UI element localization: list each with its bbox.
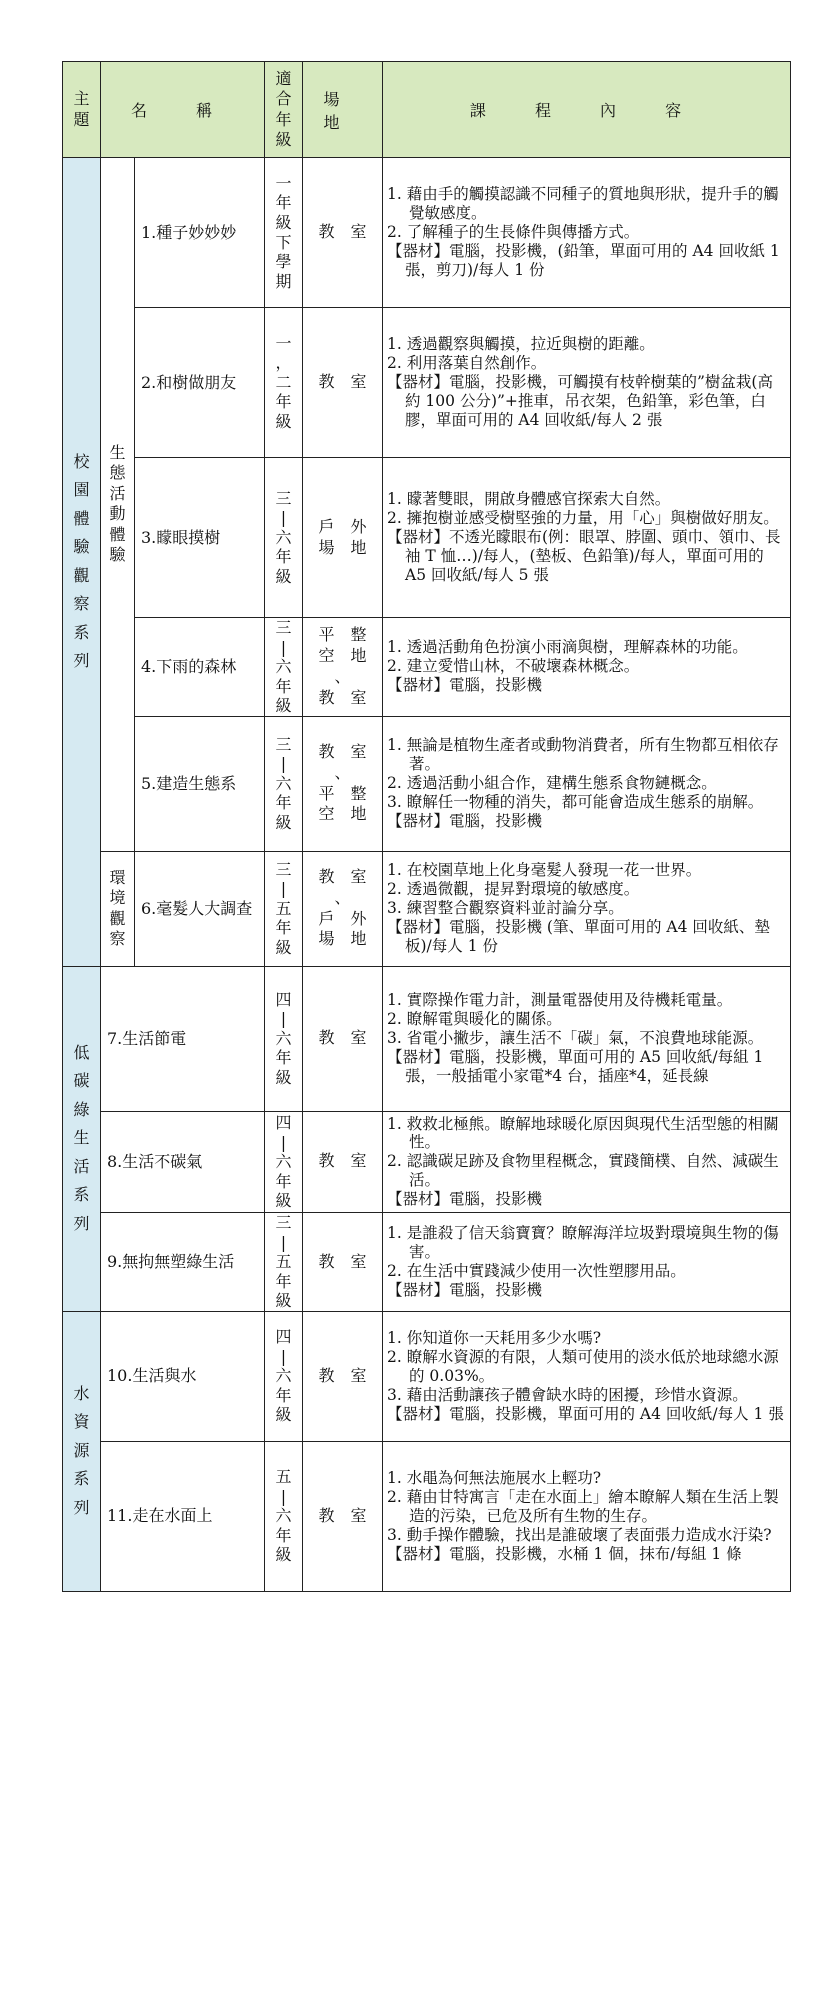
course-name: 10.生活與水 xyxy=(101,1311,265,1441)
grade-label xyxy=(265,174,302,291)
course-name: 1.種子妙妙妙 xyxy=(135,158,265,308)
grade-label-char: 六 xyxy=(275,1028,292,1048)
theme-label-char: 觀 xyxy=(73,565,90,585)
subgroup-label-char: 驗 xyxy=(109,545,126,565)
place-line: 、 xyxy=(334,666,351,686)
course-grade xyxy=(265,618,303,717)
course-grade xyxy=(265,716,303,851)
course-row xyxy=(63,1111,791,1213)
course-content xyxy=(383,1311,791,1441)
subgroup-label-char: 體 xyxy=(109,524,126,544)
theme-label-char: 系 xyxy=(73,622,90,642)
grade-label-char: | xyxy=(280,754,287,774)
grade-label xyxy=(265,1113,302,1211)
grade-label-char: 年 xyxy=(275,193,292,213)
subgroup-label-char: 察 xyxy=(109,929,126,949)
course-name: 6.毫髮人大調查 xyxy=(135,851,265,966)
course-grade xyxy=(265,308,303,458)
grade-label-char: | xyxy=(280,879,287,899)
course-name: 5.建造生態系 xyxy=(135,716,265,851)
course-place xyxy=(303,716,383,851)
grade-label-char: 學 xyxy=(275,252,292,272)
subgroup-cell xyxy=(101,851,135,966)
content-item: 1. 在校園草地上化身毫髮人發現一花一世界。 xyxy=(387,861,702,880)
theme-label-char: 綠 xyxy=(73,1099,90,1119)
equipment-text: 【器材】電腦，投影機 xyxy=(387,811,543,830)
theme-label-char: 列 xyxy=(73,1213,90,1233)
theme-label-char: 水 xyxy=(73,1384,90,1404)
theme-label xyxy=(63,452,100,672)
course-row xyxy=(63,1311,791,1441)
grade-label-char: | xyxy=(280,637,287,657)
course-row xyxy=(63,308,791,458)
course-row xyxy=(63,618,791,717)
place-line: 空 地 xyxy=(318,645,367,665)
header-place: 場 地 xyxy=(303,62,383,158)
equipment-text: 【器材】電腦，投影機，單面可用的 A4 回收紙/每人 1 張 xyxy=(387,1404,784,1423)
course-content xyxy=(383,851,791,966)
course-content xyxy=(383,716,791,851)
grade-label-char: 五 xyxy=(275,1467,292,1487)
grade-label-char: 級 xyxy=(275,411,292,431)
grade-label xyxy=(265,1467,302,1565)
equipment-text: 【器材】電腦，投影機，水桶 1 個，抹布/每組 1 條 xyxy=(387,1544,742,1563)
header-grade-char: 合 xyxy=(275,89,292,109)
theme-label-char: 生 xyxy=(73,1128,90,1148)
grade-label xyxy=(265,334,302,432)
equipment-text: 【器材】電腦，投影機，(鉛筆，單面可用的 A4 回收紙 1 張，剪刀)/每人 1 份 xyxy=(387,241,780,279)
header-theme-char: 主 xyxy=(73,89,90,109)
grade-label-char: 年 xyxy=(275,918,292,938)
place-line: 教 室 xyxy=(318,866,367,886)
grade-label-char: | xyxy=(280,1232,287,1252)
grade-label-char: 級 xyxy=(275,812,292,832)
table-body xyxy=(63,158,791,1592)
subgroup-label-char: 態 xyxy=(109,463,126,483)
grade-label-char: 三 xyxy=(275,1213,292,1233)
grade-label-char: 級 xyxy=(275,1405,292,1425)
course-place xyxy=(303,618,383,717)
course-grade xyxy=(265,966,303,1111)
header-grade xyxy=(265,62,303,158)
place-line: 教 室 xyxy=(318,687,367,707)
content-item: 2. 了解種子的生長條件與傳播方式。 xyxy=(387,223,640,242)
grade-label-char: 五 xyxy=(275,898,292,918)
content-item: 1. 藉由手的觸摸認識不同種子的質地與形狀，提升手的觸覺敏感度。 xyxy=(387,185,779,223)
course-row xyxy=(63,1441,791,1591)
course-name: 4.下雨的森林 xyxy=(135,618,265,717)
grade-label-char: 年 xyxy=(275,1171,292,1191)
content-item: 2. 透過活動小組合作，建構生態系食物鏈概念。 xyxy=(387,774,717,793)
course-place xyxy=(303,308,383,458)
course-place xyxy=(303,158,383,308)
subgroup-label-char: 境 xyxy=(109,888,126,908)
subgroup-label-char: 活 xyxy=(109,483,126,503)
course-content xyxy=(383,1441,791,1591)
header-grade-char: 年 xyxy=(275,109,292,129)
theme-label-char: 列 xyxy=(73,1497,90,1517)
content-item: 2. 利用落葉自然創作。 xyxy=(387,354,547,373)
grade-label-char: 級 xyxy=(275,1291,292,1311)
content-item: 3. 省電小撇步，讓生活不「碳」氣，不浪費地球能源。 xyxy=(387,1029,764,1048)
equipment-text: 【器材】電腦，投影機，可觸摸有枝幹樹葉的”樹盆栽(高約 100 公分)”+推車，吊衣架，色鉛筆，彩色筆，白膠，單面可用的 A4 回收紙/每人 2 張 xyxy=(387,373,773,429)
content-item: 1. 救救北極熊。瞭解地球暖化原因與現代生活型態的相關性。 xyxy=(387,1114,779,1152)
grade-label-char: 四 xyxy=(275,1327,292,1347)
equipment-text: 【器材】電腦，投影機 (筆、單面可用的 A4 回收紙、墊板)/每人 1 份 xyxy=(387,918,770,955)
place-line: 場 地 xyxy=(318,537,367,557)
grade-label-char: 級 xyxy=(275,212,292,232)
place-line: 教 室 xyxy=(318,372,367,392)
course-content xyxy=(383,966,791,1111)
grade-label-char: | xyxy=(280,1486,287,1506)
content-item: 1. 無論是植物生產者或動物消費者，所有生物都互相依存著。 xyxy=(387,736,779,774)
grade-label-char: 級 xyxy=(275,937,292,957)
theme-label-char: 體 xyxy=(73,508,90,528)
grade-label xyxy=(265,1213,302,1311)
content-item: 3. 動手操作體驗，找出是誰破壞了表面張力造成水汙染? xyxy=(387,1525,772,1544)
content-item: 2. 擁抱樹並感受樹堅強的力量，用「心」與樹做好朋友。 xyxy=(387,509,779,528)
header-theme-char: 題 xyxy=(73,109,90,129)
course-row xyxy=(63,158,791,308)
place-line: 戶 外 xyxy=(318,516,367,536)
grade-label-char: 一 xyxy=(275,173,292,193)
grade-label-char: 級 xyxy=(275,696,292,716)
grade-label-char: | xyxy=(280,1132,287,1152)
header-grade-char: 級 xyxy=(275,129,292,149)
theme-label-char: 列 xyxy=(73,651,90,671)
course-grade xyxy=(265,1213,303,1312)
grade-label-char: 六 xyxy=(275,527,292,547)
subgroup-label-char: 觀 xyxy=(109,908,126,928)
grade-label-char: 期 xyxy=(275,271,292,291)
course-name: 3.矇眼摸樹 xyxy=(135,458,265,618)
grade-label-char: 四 xyxy=(275,1113,292,1133)
place-line: 平 整 xyxy=(318,625,367,645)
grade-label xyxy=(265,1327,302,1425)
grade-label-char: 三 xyxy=(275,488,292,508)
content-item: 1. 透過活動角色扮演小雨滴與樹，理解森林的功能。 xyxy=(387,638,748,657)
place-line: 教 室 xyxy=(318,1505,367,1525)
grade-label xyxy=(265,489,302,587)
grade-label-char: 一 xyxy=(275,333,292,353)
grade-label-char: 級 xyxy=(275,1545,292,1565)
course-content xyxy=(383,308,791,458)
course-content xyxy=(383,1213,791,1312)
grade-label-char: 六 xyxy=(275,1366,292,1386)
course-place xyxy=(303,851,383,966)
grade-label-char: 年 xyxy=(275,1271,292,1291)
subgroup-label xyxy=(101,443,134,566)
course-grade xyxy=(265,458,303,618)
grade-label-char: 六 xyxy=(275,1506,292,1526)
grade-label-char: 六 xyxy=(275,657,292,677)
theme-label-char: 源 xyxy=(73,1440,90,1460)
equipment-text: 【器材】電腦，投影機，單面可用的 A5 回收紙/每組 1 張，一般插電小家電*4 台，插座*4，延長線 xyxy=(387,1048,764,1085)
course-name: 8.生活不碳氣 xyxy=(101,1111,265,1213)
content-item: 2. 瞭解電與暖化的關係。 xyxy=(387,1010,562,1029)
theme-label-char: 活 xyxy=(73,1156,90,1176)
theme-label-char: 系 xyxy=(73,1469,90,1489)
theme-label-char: 驗 xyxy=(73,537,90,557)
content-item: 3. 瞭解任一物種的消失，都可能會造成生態系的崩解。 xyxy=(387,793,764,812)
theme-cell xyxy=(63,966,101,1311)
content-item: 1. 是誰殺了信天翁寶寶？瞭解海洋垃圾對環境與生物的傷害。 xyxy=(387,1224,779,1261)
theme-label-char: 碳 xyxy=(73,1071,90,1091)
place-line: 教 室 xyxy=(318,741,367,761)
place-line: 場 地 xyxy=(318,929,367,949)
content-item: 1. 實際操作電力計，測量電器使用及待機耗電量。 xyxy=(387,991,733,1010)
equipment-text: 【器材】不透光矇眼布(例：眼罩、脖圍、頭巾、領巾、長袖 T 恤…)/每人，(墊板、色鉛筆)/每人，單面可用的 A5 回收紙/每人 5 張 xyxy=(387,528,781,584)
course-place xyxy=(303,1111,383,1213)
grade-label-char: | xyxy=(280,508,287,528)
content-item: 3. 練習整合觀察資料並討論分享。 xyxy=(387,899,624,918)
grade-label-char: 三 xyxy=(275,618,292,637)
grade-label-char: | xyxy=(280,1009,287,1029)
course-grade xyxy=(265,1111,303,1213)
theme-label xyxy=(63,1384,100,1518)
theme-label xyxy=(63,1043,100,1234)
content-item: 2. 建立愛惜山林，不破壞森林概念。 xyxy=(387,657,640,676)
course-place xyxy=(303,966,383,1111)
place-line: 教 室 xyxy=(318,1151,367,1171)
course-name: 11.走在水面上 xyxy=(101,1441,265,1591)
course-row xyxy=(63,851,791,966)
theme-label-char: 資 xyxy=(73,1412,90,1432)
grade-label xyxy=(265,618,302,716)
course-grade xyxy=(265,1311,303,1441)
course-place xyxy=(303,1213,383,1312)
course-row xyxy=(63,966,791,1111)
content-item: 2. 瞭解水資源的有限，人類可使用的淡水低於地球總水源的 0.03%。 xyxy=(387,1347,779,1385)
course-content xyxy=(383,1111,791,1213)
grade-label-char: 年 xyxy=(275,793,292,813)
course-grade xyxy=(265,1441,303,1591)
course-name: 2.和樹做朋友 xyxy=(135,308,265,458)
theme-label-char: 校 xyxy=(73,451,90,471)
subgroup-label-char: 生 xyxy=(109,442,126,462)
theme-label-char: 園 xyxy=(73,480,90,500)
grade-label-char: 三 xyxy=(275,859,292,879)
course-row xyxy=(63,458,791,618)
course-row xyxy=(63,1213,791,1312)
grade-label-char: 六 xyxy=(275,1152,292,1172)
grade-label-char: 三 xyxy=(275,734,292,754)
grade-label-char: 六 xyxy=(275,773,292,793)
subgroup-label-char: 環 xyxy=(109,867,126,887)
content-item: 2. 在生活中實踐減少使用一次性塑膠用品。 xyxy=(387,1261,686,1280)
course-place xyxy=(303,458,383,618)
grade-label-char: 級 xyxy=(275,1191,292,1211)
place-line: 教 室 xyxy=(318,1251,367,1271)
grade-label-char: 年 xyxy=(275,392,292,412)
course-name: 7.生活節電 xyxy=(101,966,265,1111)
place-line: 教 室 xyxy=(318,1365,367,1385)
course-table xyxy=(62,61,791,1592)
header-theme xyxy=(63,62,101,158)
theme-label-char: 察 xyxy=(73,594,90,614)
content-item: 1. 你知道你一天耗用多少水嗎? xyxy=(387,1328,602,1347)
equipment-text: 【器材】電腦，投影機 xyxy=(387,1190,543,1209)
grade-label-char: 年 xyxy=(275,547,292,567)
grade-label-char: 年 xyxy=(275,1048,292,1068)
course-place xyxy=(303,1441,383,1591)
place-line: 平 整 xyxy=(318,783,367,803)
grade-label-char: 二 xyxy=(275,372,292,392)
grade-label-char: 年 xyxy=(275,1525,292,1545)
subgroup-cell xyxy=(101,158,135,852)
course-grade xyxy=(265,851,303,966)
content-item: 1. 水黽為何無法施展水上輕功? xyxy=(387,1468,602,1487)
header-grade-char: 適 xyxy=(275,68,292,88)
content-item: 2. 認識碳足跡及食物里程概念，實踐簡樸、自然、減碳生活。 xyxy=(387,1152,779,1190)
theme-cell xyxy=(63,158,101,967)
grade-label-char: 級 xyxy=(275,566,292,586)
equipment-text: 【器材】電腦，投影機 xyxy=(387,1280,543,1299)
grade-label xyxy=(265,860,302,958)
grade-label-char: 級 xyxy=(275,1067,292,1087)
subgroup-label-char: 動 xyxy=(109,504,126,524)
header-content: 課 程 內 容 xyxy=(383,62,791,158)
grade-label-char: 年 xyxy=(275,1385,292,1405)
content-item: 1. 透過觀察與觸摸，拉近與樹的距離。 xyxy=(387,335,655,354)
place-line: 、 xyxy=(334,887,351,907)
theme-label-char: 低 xyxy=(73,1042,90,1062)
content-item: 2. 透過微觀，提昇對環境的敏感度。 xyxy=(387,880,640,899)
place-line: 教 室 xyxy=(318,1028,367,1048)
place-line: 戶 外 xyxy=(318,908,367,928)
place-line: 教 室 xyxy=(318,222,367,242)
course-content xyxy=(383,618,791,717)
header-row xyxy=(63,62,791,158)
header-name: 名 稱 xyxy=(101,62,265,158)
course-place xyxy=(303,1311,383,1441)
place-line: 空 地 xyxy=(318,804,367,824)
grade-label xyxy=(265,735,302,833)
grade-label xyxy=(265,990,302,1088)
grade-label-char: 五 xyxy=(275,1252,292,1272)
grade-label-char: | xyxy=(280,1346,287,1366)
course-content xyxy=(383,158,791,308)
course-content xyxy=(383,458,791,618)
course-name: 9.無拘無塑綠生活 xyxy=(101,1213,265,1312)
content-item: 3. 藉由活動讓孩子體會缺水時的困擾，珍惜水資源。 xyxy=(387,1385,748,1404)
grade-label-char: 年 xyxy=(275,676,292,696)
content-item: 2. 藉由甘特寓言「走在水面上」繪本瞭解人類在生活上製造的污染，已危及所有生物的生存。 xyxy=(387,1487,779,1525)
content-item: 1. 矇著雙眼，開啟身體感官探索大自然。 xyxy=(387,490,671,509)
grade-label-char: 下 xyxy=(275,232,292,252)
grade-label-char: 四 xyxy=(275,989,292,1009)
course-grade xyxy=(265,158,303,308)
theme-label-char: 系 xyxy=(73,1185,90,1205)
grade-label-char: ， xyxy=(275,353,292,373)
theme-cell xyxy=(63,1311,101,1591)
equipment-text: 【器材】電腦，投影機 xyxy=(387,676,543,695)
course-row xyxy=(63,716,791,851)
place-line: 、 xyxy=(334,762,351,782)
subgroup-label xyxy=(101,868,134,950)
